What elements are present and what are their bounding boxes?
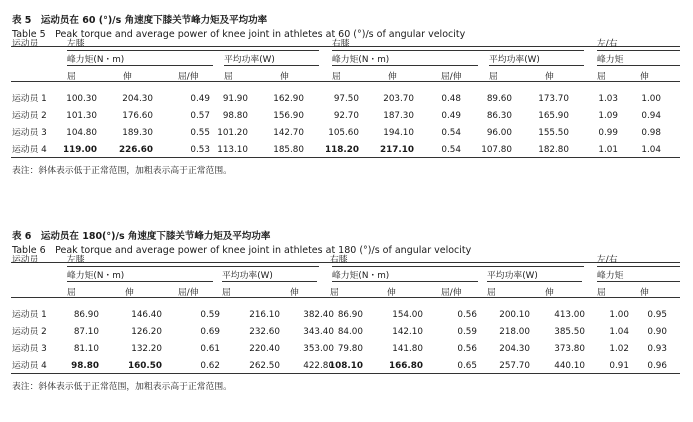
table-cell: 176.60 [122,111,153,121]
header-right-knee: 右膝 [332,39,350,49]
header-ext: 伸 [290,288,299,298]
header-athlete: 运动员 [12,255,39,265]
table-cell: 97.50 [333,94,359,104]
row-label: 运动员 2 [12,111,47,121]
table-cell: 84.00 [337,327,363,337]
table-cell: 160.50 [128,361,162,371]
header-left-right: 左/右 [597,39,618,49]
table-cell: 0.91 [609,361,629,371]
table-cell: 0.48 [441,94,461,104]
table-cell: 257.70 [499,361,530,371]
table-cell: 440.10 [554,361,585,371]
table-cell: 81.10 [73,344,99,354]
table-cell: 98.80 [222,111,248,121]
table-cell: 0.53 [190,145,210,155]
group-rule-left [67,50,319,51]
sub-rule-5 [597,65,680,66]
header-power-right: 平均功率(W) [489,55,540,65]
header-right-knee: 右膝 [330,255,348,265]
header-ratio: 屈/伸 [178,288,199,298]
table-cell: 203.70 [383,94,414,104]
row-label: 运动员 2 [12,327,47,337]
table-cell: 107.80 [481,145,512,155]
table-cell: 142.10 [392,327,423,337]
table-cell: 108.10 [329,361,363,371]
table-cell: 353.00 [303,344,334,354]
table-cell: 1.00 [641,94,661,104]
header-peak-left: 峰力矩(N・m) [67,55,125,65]
sub-rule-1 [67,281,213,282]
group-rule-right [332,266,584,267]
table-cell: 113.10 [217,145,248,155]
table-cell: 262.50 [249,361,280,371]
table-cell: 0.49 [441,111,461,121]
table-cell: 100.30 [66,94,97,104]
table-cell: 1.04 [609,327,629,337]
table-cell: 0.94 [641,111,661,121]
table-title-cn: 表 5 运动员在 60 (°)/s 角速度下膝关节峰力矩及平均功率 [12,15,268,26]
sub-rule-3 [332,281,478,282]
header-flex: 屈 [332,72,341,82]
table-cell: 1.01 [598,145,618,155]
table-cell: 86.90 [337,310,363,320]
table-cell: 132.20 [131,344,162,354]
table-cell: 86.90 [73,310,99,320]
table-cell: 96.00 [486,128,512,138]
table-cell: 126.20 [131,327,162,337]
header-flex: 屈 [330,288,339,298]
table-cell: 1.00 [609,310,629,320]
header-flex: 屈 [222,288,231,298]
header-flex: 屈 [224,72,233,82]
table-title-en: Table 5 Peak torque and average power of knee joint in athletes at 60 (°)/s of angular velocity [12,29,466,40]
group-rule-right [332,50,584,51]
group-rule-lr [597,50,680,51]
table-cell: 0.54 [441,128,461,138]
header-power-left: 平均功率(W) [224,55,275,65]
table-cell: 119.00 [63,145,97,155]
table-cell: 194.10 [383,128,414,138]
sub-rule-2 [222,281,317,282]
table-cell: 141.80 [392,344,423,354]
table-cell: 189.30 [122,128,153,138]
header-flex: 屈 [489,72,498,82]
table-cell: 146.40 [131,310,162,320]
table-cell: 91.90 [222,94,248,104]
sub-rule-3 [332,65,478,66]
header-ratio: 屈/伸 [441,288,462,298]
header-ext: 伸 [545,72,554,82]
table-cell: 165.90 [538,111,569,121]
row-label: 运动员 4 [12,145,47,155]
table-cell: 92.70 [333,111,359,121]
table-cell: 87.10 [73,327,99,337]
table-cell: 154.00 [392,310,423,320]
header-rule [11,297,680,298]
table-cell: 1.02 [609,344,629,354]
table-cell: 0.59 [200,310,220,320]
table-cell: 0.55 [190,128,210,138]
row-label: 运动员 1 [12,94,47,104]
row-label: 运动员 1 [12,310,47,320]
table-cell: 382.40 [303,310,334,320]
table-cell: 204.30 [122,94,153,104]
header-flex: 屈 [597,72,606,82]
sub-rule-4 [489,65,584,66]
table-cell: 155.50 [538,128,569,138]
table-cell: 89.60 [486,94,512,104]
header-ratio: 屈/伸 [178,72,199,82]
header-rule [11,81,680,82]
header-ext: 伸 [387,288,396,298]
table-cell: 0.99 [598,128,618,138]
header-ratio: 屈/伸 [441,72,462,82]
header-flex: 屈 [67,288,76,298]
table-cell: 232.60 [249,327,280,337]
header-flex: 屈 [487,288,496,298]
header-left-knee: 左膝 [67,255,85,265]
bottom-rule [11,373,680,374]
table-cell: 220.40 [249,344,280,354]
table-cell: 343.40 [303,327,334,337]
sub-rule-1 [67,65,213,66]
table-cell: 0.98 [641,128,661,138]
table-cell: 187.30 [383,111,414,121]
table-cell: 0.56 [457,310,477,320]
table-cell: 226.60 [119,145,153,155]
group-rule-lr [597,266,680,267]
table-cell: 0.57 [190,111,210,121]
sub-rule-2 [224,65,319,66]
header-flex: 屈 [597,288,606,298]
table-cell: 216.10 [249,310,280,320]
table-cell: 156.90 [273,111,304,121]
table-cell: 0.69 [200,327,220,337]
table-cell: 0.90 [647,327,667,337]
header-peak-lr: 峰力矩 [597,271,624,281]
table-cell: 182.80 [538,145,569,155]
table-cell: 200.10 [499,310,530,320]
table-cell: 162.90 [273,94,304,104]
row-label: 运动员 3 [12,128,47,138]
table-cell: 218.00 [499,327,530,337]
table-cell: 104.80 [66,128,97,138]
header-ext: 伸 [640,288,649,298]
group-rule-left [67,266,319,267]
table-cell: 0.61 [200,344,220,354]
table-cell: 86.30 [486,111,512,121]
header-power-right: 平均功率(W) [487,271,538,281]
table-cell: 413.00 [554,310,585,320]
table-note: 表注：斜体表示低于正常范围，加粗表示高于正常范围。 [12,166,232,176]
table-cell: 166.80 [389,361,423,371]
sub-rule-5 [597,281,680,282]
table-cell: 1.03 [598,94,618,104]
header-ext: 伸 [123,72,132,82]
header-left-right: 左/右 [597,255,618,265]
table-cell: 0.95 [647,310,667,320]
table-cell: 385.50 [554,327,585,337]
table-cell: 422.80 [303,361,334,371]
row-label: 运动员 4 [12,361,47,371]
header-peak-right: 峰力矩(N・m) [332,271,390,281]
header-peak-right: 峰力矩(N・m) [332,55,390,65]
table-cell: 1.04 [641,145,661,155]
table-cell: 118.20 [325,145,359,155]
table-cell: 101.30 [66,111,97,121]
header-ext: 伸 [388,72,397,82]
table-cell: 0.62 [200,361,220,371]
table-cell: 373.80 [554,344,585,354]
header-power-left: 平均功率(W) [222,271,273,281]
table-cell: 98.80 [71,361,99,371]
header-ext: 伸 [545,288,554,298]
table-cell: 0.54 [441,145,461,155]
table-cell: 204.30 [499,344,530,354]
table-cell: 173.70 [538,94,569,104]
table-cell: 105.60 [328,128,359,138]
header-athlete: 运动员 [12,39,39,49]
bottom-rule [11,157,680,158]
header-left-knee: 左膝 [67,39,85,49]
header-ext: 伸 [125,288,134,298]
table-cell: 101.20 [217,128,248,138]
table-title-en: Table 6 Peak torque and average power of knee joint in athletes at 180 (°)/s of angular velocity [12,245,472,256]
table-cell: 0.56 [457,344,477,354]
table-cell: 79.80 [337,344,363,354]
table-cell: 0.65 [457,361,477,371]
table-note: 表注：斜体表示低于正常范围，加粗表示高于正常范围。 [12,382,232,392]
table-cell: 142.70 [273,128,304,138]
table-cell: 0.49 [190,94,210,104]
table-cell: 1.09 [598,111,618,121]
header-ext: 伸 [280,72,289,82]
sub-rule-4 [487,281,582,282]
table-cell: 0.59 [457,327,477,337]
table-cell: 0.96 [647,361,667,371]
table-cell: 217.10 [380,145,414,155]
table-cell: 0.93 [647,344,667,354]
header-ext: 伸 [640,72,649,82]
table-title-cn: 表 6 运动员在 180(°)/s 角速度下膝关节峰力矩及平均功率 [12,231,271,242]
row-label: 运动员 3 [12,344,47,354]
header-flex: 屈 [67,72,76,82]
table-cell: 185.80 [273,145,304,155]
header-peak-left: 峰力矩(N・m) [67,271,125,281]
header-peak-lr: 峰力矩 [597,55,624,65]
